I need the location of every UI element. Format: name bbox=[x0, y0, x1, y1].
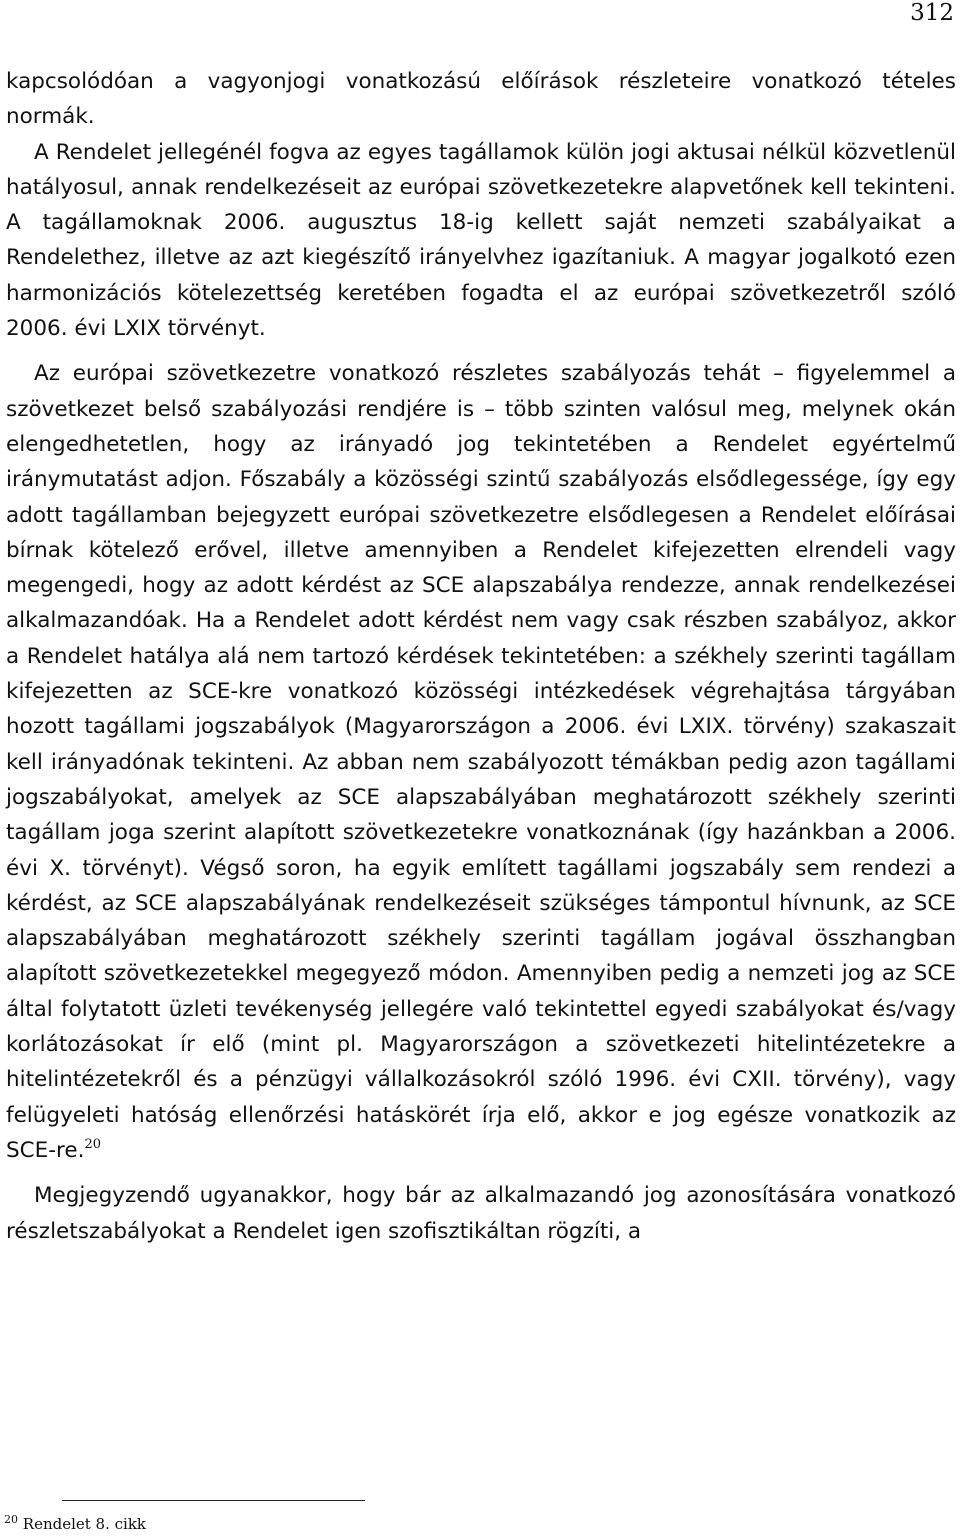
paragraph bbox=[6, 356, 956, 1168]
footnote-divider bbox=[62, 1500, 365, 1501]
paragraph: kapcsolódóan a vagyonjogi vonatkozású előírások részleteire vonatkozó tételes normák. bbox=[6, 69, 956, 130]
footnote-reference[interactable]: 20 bbox=[84, 1136, 101, 1152]
document-body bbox=[6, 64, 956, 1249]
footnote-number: 20 bbox=[4, 1513, 18, 1526]
footnote bbox=[4, 1514, 146, 1534]
paragraph-text: Az európai szövetkezetre vonatkozó részletes szabályozás tehát – figyelemmel a szövetkezet belső szabályozási rendjére is – több szinten valósul meg, melynek okán elengedhetetlen, hogy az irányadó jog tekintetében a Rendelet egyértelmű iránymutatást adjon. Főszabály a közösségi szintű szabályozás elsődlegessége, így egy adott tagállamban bejegyzett európai szövetkezetre elsődlegesen a Rendelet előírásai bírnak kötelező erővel, illetve amennyiben a Rendelet kifejezetten elrendeli vagy megengedi, hogy az adott kérdést az SCE alapszabálya rendezze, annak rendelkezései alkalmazandóak. Ha a Rendelet adott kérdést nem vagy csak részben szabályoz, akkor a Rendelet hatálya alá nem tartozó kérdések tekintetében: a székhely szerinti tagállam kifejezetten az SCE-kre vonatkozó közösségi intézkedések végrehajtása tárgyában hozott tagállami jogszabályok (Magyarországon a 2006. évi LXIX. törvény) szakaszait kell irányadónak tekinteni. Az abban nem szabályozott témákban pedig azon tagállami jogszabályokat, amelyek az SCE alapszabályában meghatározott székhely szerinti tagállam joga szerint alapított szövetkezetekre vonatkoznának (így hazánkban a 2006. évi X. törvényt). Végső soron, ha egyik említett tagállami jogszabály sem rendezi a kérdést, az SCE alapszabályának rendelkezéseit szükséges támpontul hívnunk, az SCE alapszabályában meghatározott székhely szerinti tagállam jogával összhangban alapított szövetkezetekkel megegyező módon. Amennyiben pedig a nemzeti jog az SCE által folytatott üzleti tevékenység jellegére való tekintettel egyedi szabályokat és/vagy korlátozásokat ír elő (mint pl. Magyarországon a szövetkezeti hitelintézetekre a hitelintézetekről és a pénzügyi vállalkozásokról szóló 1996. évi CXII. törvény), vagy felügyeleti hatóság ellenőrzési hatáskörét írja elő, akkor e jog egésze vonatkozik az SCE-re. bbox=[6, 361, 956, 1163]
page-number: 312 bbox=[910, 0, 954, 26]
paragraph: Megjegyzendő ugyanakkor, hogy bár az alkalmazandó jog azonosítására vonatkozó részletszabályokat a Rendelet igen szofisztikáltan rögzíti, a bbox=[6, 1183, 956, 1244]
footnote-text: Rendelet 8. cikk bbox=[22, 1515, 147, 1533]
paragraph: A Rendelet jellegénél fogva az egyes tagállamok külön jogi aktusai nélkül közvetlenül hatályosul, annak rendelkezéseit az európai szövetkezetekre alapvetőnek kell tekinteni. A tagállamoknak 2006. augusztus 18-ig kellett saját nemzeti szabályaikat a Rendelethez, illetve az azt kiegészítő irányelvhez igazítaniuk. A magyar jogalkotó ezen harmonizációs kötelezettség keretében fogadta el az európai szövetkezetről szóló 2006. évi LXIX törvényt. bbox=[6, 139, 956, 342]
